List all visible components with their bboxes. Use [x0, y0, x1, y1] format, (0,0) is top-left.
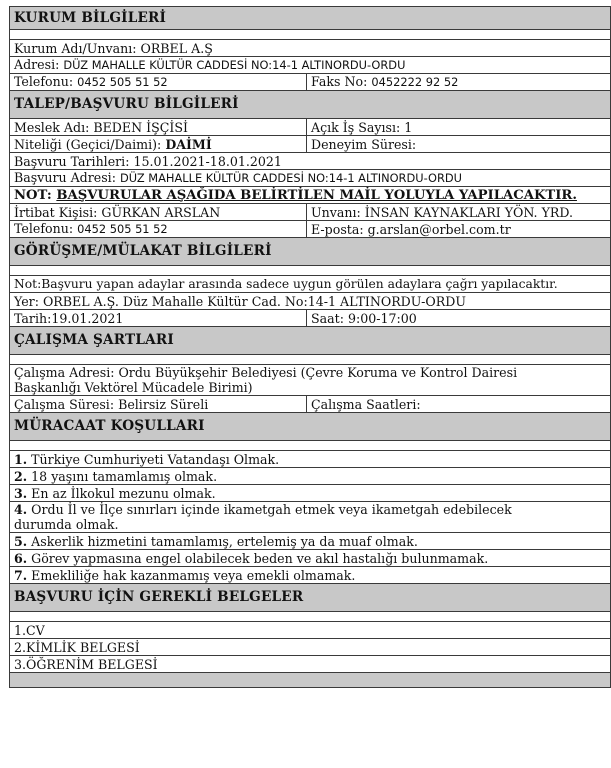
belge-item: 2.KİMLİK BELGESİ — [10, 639, 611, 656]
kosul-text: En az İlkokul mezunu olmak. — [27, 485, 216, 501]
calisma-adresi: Çalışma Adresi: Ordu Büyükşehir Belediyesi (Çevre Koruma ve Kontrol Dairesi Başkanlığı Vektörel Mücadele Birimi) — [10, 365, 611, 396]
calisma-saatleri: Çalışma Saatleri: — [307, 396, 611, 413]
kosul-item — [10, 485, 611, 502]
calisma-suresi: Çalışma Süresi: Belirsiz Süreli — [10, 396, 307, 413]
kurum-adres-value: DÜZ MAHALLE KÜLTÜR CADDESİ NO:14-1 ALTINORDU-ORDU — [63, 58, 406, 72]
kurum-telefon-value: 0452 505 51 52 — [77, 75, 168, 89]
kosul-number: 3. — [14, 485, 28, 501]
kosul-text: 18 yaşını tamamlamış olmak. — [27, 468, 218, 484]
irtibat-eposta: E-posta: g.arslan@orbel.com.tr — [307, 221, 611, 238]
section-header-kurum: KURUM BİLGİLERİ — [10, 7, 611, 30]
kurum-adi-label: Kurum Adı/Unvanı: — [14, 40, 137, 56]
kosul-item — [10, 550, 611, 567]
section-header-gorusme: GÖRÜŞME/MÜLAKAT BİLGİLERİ — [10, 238, 611, 266]
basvuru-notu-row — [10, 187, 611, 204]
gorusme-tarihi: Tarih:19.01.2021 — [10, 310, 307, 327]
kosul-item — [10, 567, 611, 584]
kosul-number: 7. — [14, 567, 28, 583]
belge-item: 3.ÖĞRENİM BELGESİ — [10, 656, 611, 673]
kosul-text: Türkiye Cumhuriyeti Vatandaşı Olmak. — [27, 451, 280, 467]
gorusme-saati: Saat: 9:00-17:00 — [307, 310, 611, 327]
irtibat-telefon-label: Telefonu: — [14, 221, 74, 236]
kurum-faks-value: 0452222 92 52 — [371, 75, 459, 89]
kosul-item — [10, 533, 611, 550]
nitelik-label: Niteliği (Geçici/Daimi): — [14, 136, 162, 152]
section-header-calisma: ÇALIŞMA ŞARTLARI — [10, 327, 611, 355]
kurum-faks-label: Faks No: — [311, 74, 368, 89]
document-page — [9, 6, 610, 766]
section-header-cut — [10, 673, 611, 688]
kosul-number: 5. — [14, 533, 28, 549]
gorusme-yeri: Yer: ORBEL A.Ş. Düz Mahalle Kültür Cad. No:14-1 ALTINORDU-ORDU — [10, 293, 611, 310]
kurum-adi-value: ORBEL A.Ş — [140, 40, 213, 56]
basvuru-adresi-value: DÜZ MAHALLE KÜLTÜR CADDESİ NO:14-1 ALTINORDU-ORDU — [119, 171, 462, 185]
nitelik-cell — [10, 136, 307, 153]
irtibat-telefon-value: 0452 505 51 52 — [77, 222, 168, 236]
irtibat-unvani: Unvanı: İNSAN KAYNAKLARI YÖN. YRD. — [307, 204, 611, 221]
irtibat-kisisi: İrtibat Kişisi: GÜRKAN ARSLAN — [10, 204, 307, 221]
kosul-text: Emekliliğe hak kazanmamış veya emekli olmamak. — [27, 567, 356, 583]
kosul-item — [10, 451, 611, 468]
belge-item: 1.CV — [10, 622, 611, 639]
kurum-adres-row — [10, 57, 611, 74]
kosul-text: Görev yapmasına engel olabilecek beden ve akıl hastalığı bulunmamak. — [27, 550, 489, 566]
section-header-talep: TALEP/BAŞVURU BİLGİLERİ — [10, 91, 611, 119]
basvuru-notu-label: NOT: — [14, 187, 52, 203]
kurum-faks-cell — [307, 74, 611, 91]
basvuru-adresi-row — [10, 170, 611, 187]
nitelik-value: DAİMİ — [165, 136, 212, 152]
deneyim-suresi: Deneyim Süresi: — [307, 136, 611, 153]
section-header-belgeler: BAŞVURU İÇİN GEREKLİ BELGELER — [10, 584, 611, 612]
kosul-number: 6. — [14, 550, 28, 566]
meslek-adi: Meslek Adı: BEDEN İŞÇİSİ — [10, 119, 307, 136]
kurum-telefon-cell — [10, 74, 307, 91]
job-posting-form — [9, 6, 611, 688]
kurum-adi-row — [10, 40, 611, 57]
kosul-number: 2. — [14, 468, 28, 484]
kosul-item — [10, 468, 611, 485]
kosul-text: Askerlik hizmetini tamamlamış, ertelemiş ya da muaf olmak. — [27, 533, 418, 549]
gorusme-notu: Not:Başvuru yapan adaylar arasında sadece uygun görülen adaylara çağrı yapılacaktır. — [10, 276, 611, 293]
basvuru-tarihleri: Başvuru Tarihleri: 15.01.2021-18.01.2021 — [10, 153, 611, 170]
kurum-adres-label: Adresi: — [14, 57, 60, 72]
kurum-telefon-label: Telefonu: — [14, 74, 74, 89]
acik-is-sayisi: Açık İş Sayısı: 1 — [307, 119, 611, 136]
basvuru-adresi-label: Başvuru Adresi: — [14, 170, 116, 185]
section-header-muracaat: MÜRACAAT KOŞULLARI — [10, 413, 611, 441]
kosul-number: 4. — [14, 502, 28, 517]
kosul-item — [10, 502, 611, 533]
kosul-text: Ordu İl ve İlçe sınırları içinde ikametgah etmek veya ikametgah edebilecek durumda olmak. — [14, 502, 512, 532]
kosul-number: 1. — [14, 451, 28, 467]
irtibat-telefon-cell — [10, 221, 307, 238]
basvuru-notu-text: BAŞVURULAR AŞAĞIDA BELİRTİLEN MAİL YOLUYLA YAPILACAKTIR. — [56, 187, 577, 203]
